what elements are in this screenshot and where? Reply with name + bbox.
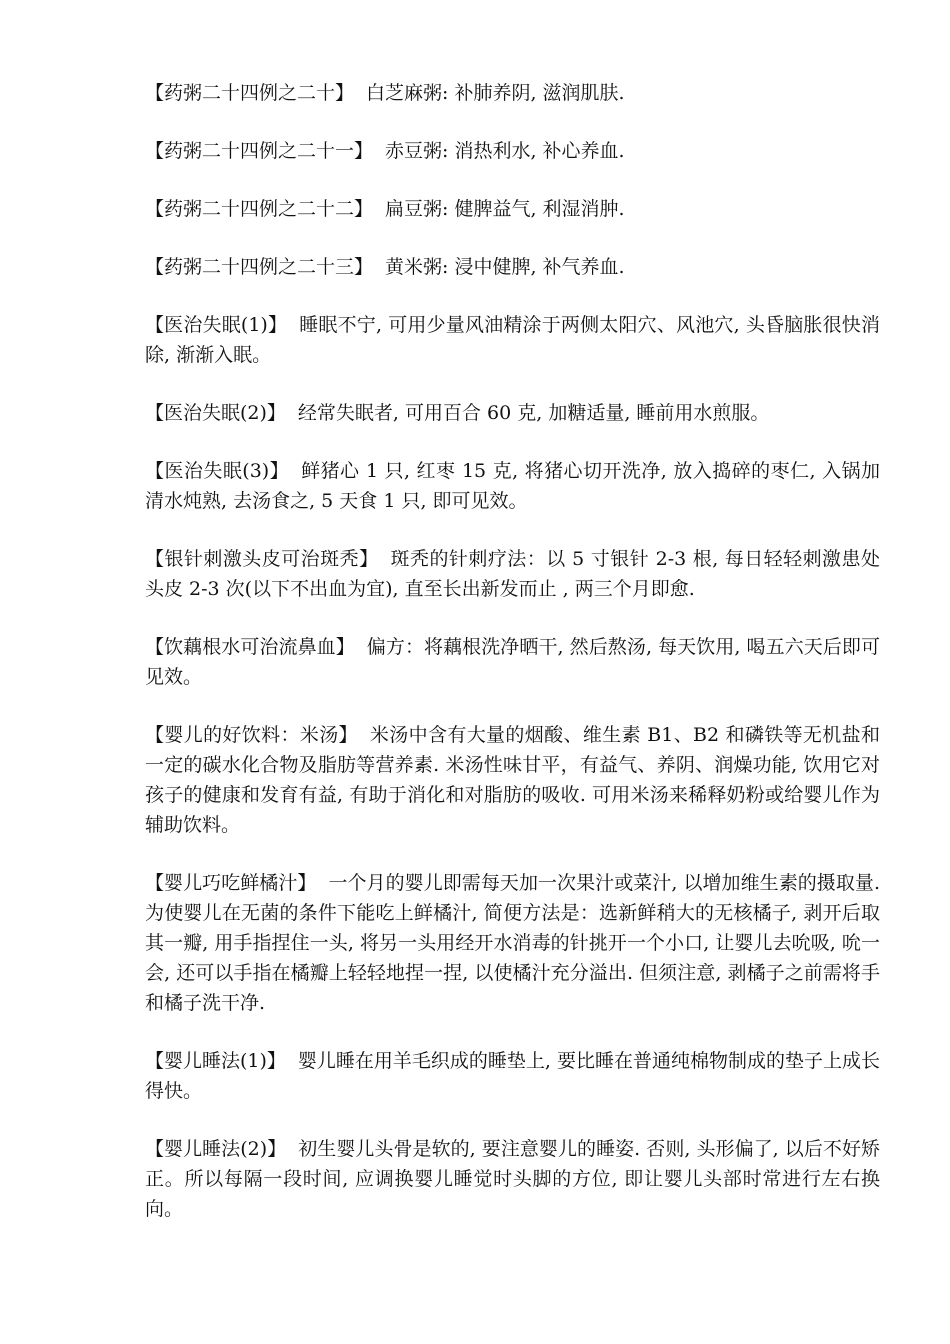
entry-text: 黄米粥: 浸中健脾, 补气养血. [385,256,625,278]
entry-title: 【饮藕根水可治流鼻血】 [145,636,355,658]
entry-text: 婴儿睡在用羊毛织成的睡垫上, 要比睡在普通纯棉物制成的垫子上成长得快。 [145,1050,881,1102]
entry-alopecia [145,544,880,604]
entry-title: 【医治失眠(2)】 [145,402,286,424]
document-page [145,78,880,1252]
entry-title: 【医治失眠(3)】 [145,460,290,482]
entry-rice-soup [145,720,880,840]
entry-title: 【银针刺激头皮可治斑秃】 [145,548,379,570]
entry-text: 米汤中含有大量的烟酸、维生素 B1、B2 和磷铁等无机盐和一定的碳水化合物及脂肪等营养素. 米汤性味甘平，有益气、养阴、润燥功能, 饮用它对孩子的健康和发育有益, 有助于消化和对脂肪的吸收. 可用米汤来稀释奶粉或给婴儿作为辅助饮料。 [145,724,880,836]
entry-title: 【药粥二十四例之二十一】 [145,140,374,162]
entry-orange-juice [145,868,880,1018]
entry-title: 【医治失眠(1)】 [145,314,288,336]
entry-title: 【婴儿的好饮料：米汤】 [145,724,358,746]
entry-text: 初生婴儿头骨是软的, 要注意婴儿的睡姿. 否则, 头形偏了, 以后不好矫正。所以每隔一段时间, 应调换婴儿睡觉时头脚的方位, 即让婴儿头部时常进行左右换向。 [145,1138,880,1220]
entry-sleep-2 [145,1134,880,1224]
entry-title: 【婴儿睡法(2)】 [145,1138,287,1160]
entry-text: 赤豆粥: 消热利水, 补心养血. [385,140,625,162]
entry-text: 一个月的婴儿即需每天加一次果汁或菜汁, 以增加维生素的摄取量. 为使婴儿在无菌的条件下能吃上鲜橘汁, 简便方法是：选新鲜稍大的无核橘子, 剥开后取其一瓣, 用手指捏住一头, 将另一头用经开水消毒的针挑开一个小口, 让婴儿去吮吸, 吮一会, 还可以手指在橘瓣上轻轻地捏一捏, 以使橘汁充分溢出. 但须注意, 剥橘子之前需将手和橘子洗干净. [145,872,880,1014]
entry-text: 睡眠不宁, 可用少量风油精涂于两侧太阳穴、风池穴, 头昏脑胀很快消除, 渐渐入眠。 [145,314,880,366]
entry-title: 【药粥二十四例之二十三】 [145,256,374,278]
entry-text: 白芝麻粥: 补肺养阴, 滋润肌肤. [366,82,625,104]
entry-title: 【药粥二十四例之二十二】 [145,198,374,220]
entry-yaozhou-21 [145,136,880,166]
entry-title: 【婴儿睡法(1)】 [145,1050,286,1072]
entry-yaozhou-22 [145,194,880,224]
entry-sleep-1 [145,1046,880,1106]
entry-text: 鲜猪心 1 只, 红枣 15 克, 将猪心切开洗净, 放入捣碎的枣仁, 入锅加清水炖熟, 去汤食之, 5 天食 1 只, 即可见效。 [145,460,880,512]
entry-text: 扁豆粥: 健脾益气, 利湿消肿. [385,198,625,220]
entry-yaozhou-23 [145,252,880,282]
entry-text: 斑秃的针刺疗法：以 5 寸银针 2-3 根, 每日轻轻刺激患处头皮 2-3 次(以下不出血为宜), 直至长出新发而止 , 两三个月即愈. [145,548,880,600]
entry-insomnia-2 [145,398,880,428]
entry-text: 经常失眠者, 可用百合 60 克, 加糖适量, 睡前用水煎服。 [297,402,770,424]
entry-yaozhou-20 [145,78,880,108]
entry-title: 【婴儿巧吃鲜橘汁】 [145,872,317,894]
entry-nosebleed [145,632,880,692]
entry-insomnia-1 [145,310,880,370]
entry-insomnia-3 [145,456,880,516]
entry-title: 【药粥二十四例之二十】 [145,82,355,104]
entry-text: 偏方：将藕根洗净晒干, 然后熬汤, 每天饮用, 喝五六天后即可见效。 [145,636,880,688]
